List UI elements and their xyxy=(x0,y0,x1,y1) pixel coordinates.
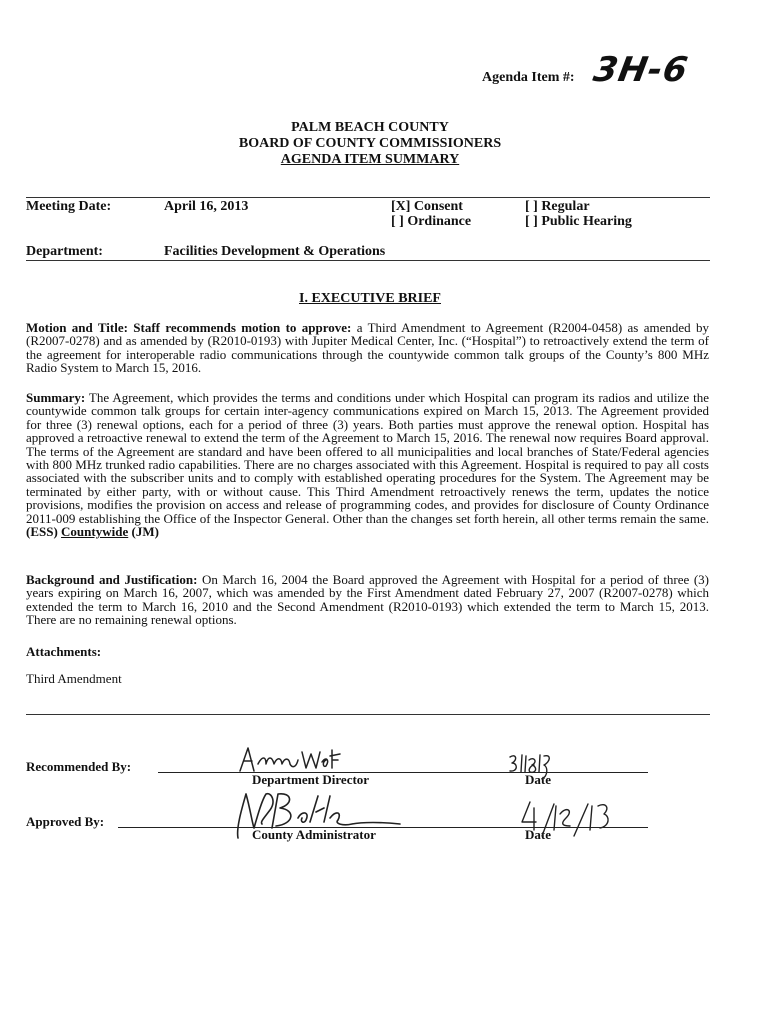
regular-checkbox: [ ] Regular xyxy=(525,199,590,214)
department-director-label: Department Director xyxy=(252,772,370,787)
summary-lead: Summary: xyxy=(26,390,86,405)
divider-attachments xyxy=(26,714,710,715)
public-hearing-checkbox: [ ] Public Hearing xyxy=(525,214,632,229)
ordinance-checkbox: [ ] Ordinance xyxy=(391,214,472,229)
recommended-signature-line xyxy=(158,772,648,773)
approved-handwritten-date-image xyxy=(520,800,620,840)
summary-countywide: Countywide xyxy=(61,524,129,540)
attachments-label: Attachments: xyxy=(26,644,102,659)
executive-brief-heading: I. EXECUTIVE BRIEF xyxy=(299,291,441,306)
county-administrator-label: County Administrator xyxy=(252,827,376,842)
approved-by-label: Approved By: xyxy=(26,814,105,829)
department-label: Department: xyxy=(26,244,103,259)
summary-ess: (ESS) xyxy=(26,524,58,540)
summary-text: The Agreement, which provides the terms and conditions under which Hospital can program its radios and utilize the countywide common talk groups for certain inter-agency communications expired on March 15, 2013. The Agreement provided for three (3) renewal options, each for a period of three (3) years. Both parties must approve the renewal option. Hospital has approved a retroactive renewal to extend the term of the Agreement to March 15, 2016. The renewal now requires Board approval. The terms of the Agreement are standard and have been offered to all municipalities and local branches of State/Federal agencies with 800 MHz trunked radio capabilities. There are no charges associated with this Agreement. Hospital is required to pay all costs associated with the subscriber units and to comply with established operating procedures for the System. The Agreement may be terminated by either party, with or without cause. This Third Amendment retroactively renews the term, updates the notice provisions, modifies the provision on access and release of programming codes, and provides for disclosure of County Ordinance 2011-009 establishing the Office of the Inspector General. Other than the changes set forth herein, all other terms remain the same. xyxy=(26,390,709,526)
recommended-by-label: Recommended By: xyxy=(26,759,132,774)
consent-checkbox: [X] Consent xyxy=(391,199,463,214)
department-value: Facilities Development & Operations xyxy=(164,244,386,259)
motion-lead: Motion and Title: Staff recommends motion to approve: xyxy=(26,320,352,335)
board-title: BOARD OF COUNTY COMMISSIONERS xyxy=(238,136,502,151)
attachment-item: Third Amendment xyxy=(26,671,122,686)
agenda-item-number-handwritten: 3H-6 xyxy=(590,50,692,90)
motion-and-title-paragraph xyxy=(26,321,709,375)
recommended-date-label: Date xyxy=(525,772,551,787)
background-text: On March 16, 2004 the Board approved the Agreement with Hospital for a period of three (3) years expiring on March 16, 2007, which was amended by the First Amendment dated February 27, 2007 (R2007-0278) which extended the term to March 16, 2010 and the Second Amendment (R2010-0193) which extended the term to March 15, 2013. There are no remaining renewal options. xyxy=(26,572,710,628)
county-title: PALM BEACH COUNTY xyxy=(291,120,449,135)
background-paragraph xyxy=(26,573,709,627)
meeting-date-value: April 16, 2013 xyxy=(164,199,249,214)
county-administrator-signature-image xyxy=(232,788,402,840)
department-director-signature-image xyxy=(236,744,346,774)
approved-date-label: Date xyxy=(525,827,551,842)
motion-text: a Third Amendment to Agreement (R2004-0458) as amended by (R2007-0278) and as amended by (R2010-0193) with Jupiter Medical Center, Inc. (“Hospital”) to retroactively extend the term of the agreement for interoperable radio communications through the countywide common talk groups of the County’s 800 MHz Radio System to March 15, 2016. xyxy=(26,320,709,376)
recommended-handwritten-date-image xyxy=(508,752,554,782)
divider-department xyxy=(26,260,710,261)
divider-top xyxy=(26,197,710,198)
agenda-item-label: Agenda Item #: xyxy=(482,70,575,85)
summary-paragraph xyxy=(26,391,709,538)
meeting-date-label: Meeting Date: xyxy=(26,199,112,214)
summary-jm: (JM) xyxy=(131,524,159,540)
agenda-summary-title: AGENDA ITEM SUMMARY xyxy=(280,152,460,167)
background-lead: Background and Justification: xyxy=(26,572,198,587)
